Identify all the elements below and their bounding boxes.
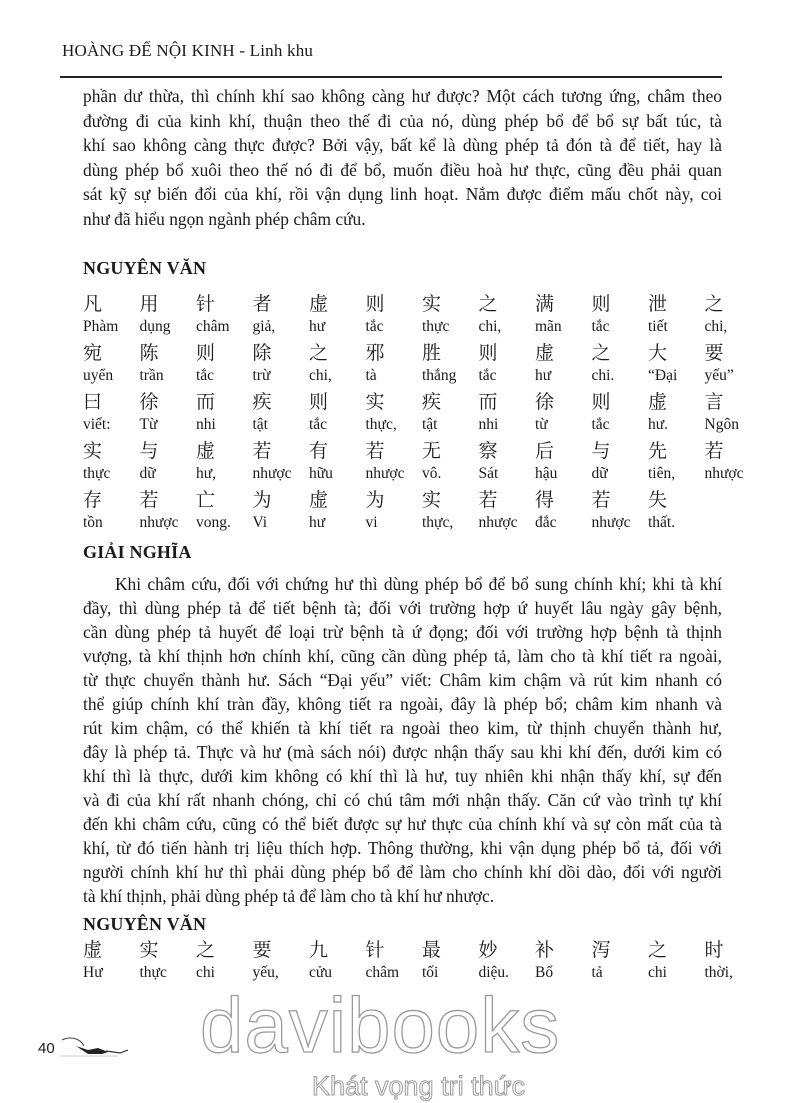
transliteration: giả, xyxy=(252,318,276,335)
chinese-character: 虚 xyxy=(535,342,555,364)
transliteration: thắng xyxy=(422,367,457,384)
chinese-character: 若 xyxy=(704,440,724,462)
text-line: vượng, tà khí thịnh hơn chính khí, cũng cần dùng phép tả, làm cho tà khí tiết ra ngoài, xyxy=(83,646,722,666)
transliteration: Bổ xyxy=(535,964,554,981)
verse-cell xyxy=(648,488,704,534)
chinese-character: 而 xyxy=(478,391,498,413)
chinese-character: 满 xyxy=(535,293,555,315)
explanation-paragraph xyxy=(83,572,722,908)
text-line: tà khí thịnh, phải dùng phép tả để làm cho tà khí hư nhược. xyxy=(83,886,495,906)
chinese-character: 虚 xyxy=(196,440,216,462)
text-line: đầy, thì dùng phép tả để tiết bệnh tà; đối với trường hợp ứ huyết lâu ngày gây bệnh, xyxy=(83,598,722,618)
transliteration: châm xyxy=(365,964,400,981)
transliteration: chi. xyxy=(591,367,615,384)
transliteration: nhược xyxy=(365,465,405,482)
transliteration: nhi xyxy=(478,416,499,433)
chinese-character: 察 xyxy=(478,440,498,462)
text-line: thể giúp chính khí tràn đầy, không tiết ra ngoài, đây là phép bổ; châm kim nhanh và xyxy=(83,694,722,714)
verse-cell xyxy=(196,488,252,534)
chinese-character: 疾 xyxy=(252,391,272,413)
verse-cell xyxy=(592,341,648,387)
chinese-character: 要 xyxy=(704,342,724,364)
text-line: khí thì là thực, dưới kim không có khí thì là hư, tuy nhiên khi nhận thấy khí, sự đến xyxy=(83,766,722,786)
chinese-character: 若 xyxy=(365,440,385,462)
transliteration: Hư xyxy=(83,964,103,981)
verse-row xyxy=(83,938,733,987)
transliteration: nhược xyxy=(139,514,179,531)
chinese-character: 言 xyxy=(704,391,724,413)
verse-cell xyxy=(535,390,591,436)
transliteration: hậu xyxy=(535,465,558,482)
verse-row xyxy=(83,341,733,390)
chinese-character: 虚 xyxy=(83,939,103,961)
transliteration: tắc xyxy=(478,367,497,384)
verse-row xyxy=(83,439,744,488)
chinese-character: 陈 xyxy=(139,342,159,364)
chinese-character: 者 xyxy=(252,293,272,315)
transliteration: hữu xyxy=(309,465,333,482)
verse-cell xyxy=(479,439,535,485)
section-heading-explanation: GIẢI NGHĨA xyxy=(83,542,192,562)
transliteration: tồn xyxy=(83,514,103,531)
chinese-character: 大 xyxy=(648,342,668,364)
verse-cell xyxy=(196,439,252,485)
verse-cell xyxy=(705,390,761,436)
text-line: phần dư thừa, thì chính khí sao không càng hư được? Một cách tương ứng, châm theo xyxy=(83,86,722,106)
chinese-character: 失 xyxy=(648,489,668,511)
verse-cell xyxy=(479,488,535,534)
chinese-character: 之 xyxy=(196,939,216,961)
transliteration: tắc xyxy=(309,416,328,433)
transliteration: uyển xyxy=(83,367,114,384)
transliteration: chi, xyxy=(309,367,332,384)
verse-cell xyxy=(140,390,196,436)
chinese-character: 则 xyxy=(478,342,498,364)
verse-row xyxy=(83,488,733,537)
verse-cell xyxy=(309,292,365,338)
transliteration: vô. xyxy=(422,465,442,482)
transliteration: châm xyxy=(196,318,230,335)
chinese-character: 则 xyxy=(196,342,216,364)
transliteration: tắc xyxy=(591,416,610,433)
text-line: khí, từ đó tiến hành trị liệu thích hợp. Thông thường, khi vận dụng phép bổ tả, đối với xyxy=(83,838,722,858)
verse-cell xyxy=(83,439,139,485)
chinese-character: 要 xyxy=(252,939,272,961)
transliteration: Sát xyxy=(478,465,499,482)
transliteration: Phàm xyxy=(83,318,119,335)
transliteration: “Đại xyxy=(648,367,678,384)
chinese-character: 徐 xyxy=(535,391,555,413)
chinese-character: 若 xyxy=(591,489,611,511)
chinese-character: 虚 xyxy=(309,489,329,511)
verse-cell xyxy=(422,390,478,436)
transliteration: diệu. xyxy=(478,964,510,981)
text-line: sát kỹ sự biến đổi của khí, rồi vận dụng linh hoạt. Nắm được điểm mấu chốt này, coi xyxy=(83,184,722,205)
chinese-character: 若 xyxy=(139,489,159,511)
transliteration: vong. xyxy=(196,514,231,531)
transliteration: chi xyxy=(196,964,215,981)
transliteration: hư, xyxy=(196,465,217,482)
verse-cell xyxy=(196,390,252,436)
transliteration: yếu” xyxy=(704,367,734,384)
transliteration: nhược xyxy=(704,465,744,482)
verse-cell xyxy=(366,938,422,984)
verse-cell xyxy=(253,341,309,387)
transliteration: nhược xyxy=(478,514,518,531)
transliteration: chi, xyxy=(478,318,502,335)
chinese-character: 若 xyxy=(478,489,498,511)
chinese-character: 无 xyxy=(422,440,442,462)
transliteration: từ xyxy=(535,416,548,433)
verse-cell xyxy=(196,341,252,387)
chinese-character: 实 xyxy=(83,440,103,462)
chinese-character: 妙 xyxy=(478,939,498,961)
verse-cell xyxy=(309,341,365,387)
verse-cell xyxy=(535,341,591,387)
chinese-character: 宛 xyxy=(83,342,103,364)
chinese-character: 之 xyxy=(648,939,668,961)
verse-cell xyxy=(83,938,139,984)
verse-cell xyxy=(140,488,196,534)
verse-cell xyxy=(705,439,761,485)
chinese-character: 存 xyxy=(83,489,103,511)
transliteration: tật xyxy=(252,416,268,433)
transliteration: thực, xyxy=(365,416,397,433)
transliteration: dữ xyxy=(139,465,156,482)
verse-cell xyxy=(309,439,365,485)
chinese-character: 亡 xyxy=(196,489,216,511)
verse-cell xyxy=(83,292,139,338)
verse-cell xyxy=(535,488,591,534)
verse-cell xyxy=(309,390,365,436)
chinese-character: 用 xyxy=(139,293,159,315)
verse-cell xyxy=(140,341,196,387)
transliteration: thời, xyxy=(704,964,733,981)
chinese-character: 先 xyxy=(648,440,668,462)
verse-cell xyxy=(366,439,422,485)
text-line: rút kim chậm, có thể khiến tà khí tiết ra ngoài theo kim, từ thịnh chuyển thành hư, xyxy=(83,718,722,738)
chinese-character: 则 xyxy=(591,293,611,315)
transliteration: nhi xyxy=(196,416,216,433)
watermark-slogan: Khát vọng tri thức xyxy=(312,1071,526,1101)
chinese-character: 九 xyxy=(309,939,329,961)
transliteration: nhược xyxy=(252,465,292,482)
verse-cell xyxy=(140,439,196,485)
transliteration: dụng xyxy=(139,318,171,335)
verse-cell xyxy=(422,341,478,387)
transliteration: tắc xyxy=(591,318,610,335)
chinese-character: 胜 xyxy=(422,342,442,364)
transliteration: yếu, xyxy=(252,964,279,981)
chinese-character: 邪 xyxy=(365,342,385,364)
chinese-character: 与 xyxy=(139,440,159,462)
transliteration: mãn xyxy=(535,318,562,335)
chinese-character: 与 xyxy=(591,440,611,462)
chinese-character: 为 xyxy=(252,489,272,511)
transliteration: thực xyxy=(139,964,167,981)
verse-cell xyxy=(592,938,648,984)
verse-cell xyxy=(83,488,139,534)
chinese-character: 之 xyxy=(704,293,724,315)
chinese-character: 曰 xyxy=(83,391,103,413)
verse-cell xyxy=(253,390,309,436)
chinese-character: 泄 xyxy=(648,293,668,315)
chinese-character: 得 xyxy=(535,489,555,511)
page-ornament-icon xyxy=(58,1036,138,1058)
chinese-character: 除 xyxy=(252,342,272,364)
transliteration: vi xyxy=(365,514,378,531)
chinese-character: 最 xyxy=(422,939,442,961)
verse-cell xyxy=(196,938,252,984)
verse-cell xyxy=(422,292,478,338)
verse-cell xyxy=(196,292,252,338)
verse-cell xyxy=(535,439,591,485)
original-text-grid-2 xyxy=(83,938,733,987)
verse-cell xyxy=(592,390,648,436)
verse-cell xyxy=(592,439,648,485)
verse-cell xyxy=(705,341,761,387)
text-line: từ thực chuyển thành hư. Sách “Đại yếu” viết: Châm kim chậm và rút kim nhanh có xyxy=(83,670,722,690)
verse-cell xyxy=(705,292,761,338)
original-text-grid xyxy=(83,292,744,537)
transliteration: Vi xyxy=(252,514,268,531)
chinese-character: 虚 xyxy=(309,293,329,315)
chinese-character: 虚 xyxy=(648,391,668,413)
transliteration: thực xyxy=(83,465,111,482)
text-line: Khi châm cứu, đối với chứng hư thì dùng phép bổ để bổ sung chính khí; khi tà khí xyxy=(115,574,722,594)
transliteration: tật xyxy=(422,416,438,433)
transliteration: tà xyxy=(365,367,377,384)
chinese-character: 补 xyxy=(535,939,555,961)
section-heading-original-text: NGUYÊN VĂN xyxy=(83,258,207,278)
text-line: đến khi châm cứu, cũng có thể biết được sự hư thực của chính khí và sự còn mất của tà xyxy=(83,814,722,834)
verse-row xyxy=(83,292,733,341)
transliteration: tiết xyxy=(648,318,668,335)
verse-cell xyxy=(479,341,535,387)
verse-cell xyxy=(253,488,309,534)
transliteration: tắc xyxy=(365,318,384,335)
page-number: 40 xyxy=(38,1040,55,1057)
verse-cell xyxy=(253,938,309,984)
verse-cell xyxy=(140,938,196,984)
transliteration: hư xyxy=(309,318,326,335)
chinese-character: 有 xyxy=(309,440,329,462)
chinese-character: 时 xyxy=(704,939,724,961)
running-header: HOÀNG ĐẾ NỘI KINH - Linh khu xyxy=(62,41,314,60)
verse-cell xyxy=(366,292,422,338)
verse-cell xyxy=(592,292,648,338)
verse-cell xyxy=(140,292,196,338)
verse-cell xyxy=(366,341,422,387)
transliteration: chi, xyxy=(704,318,728,335)
chinese-character: 之 xyxy=(478,293,498,315)
chinese-character: 泻 xyxy=(591,939,611,961)
transliteration: hư xyxy=(535,367,552,384)
transliteration: chi xyxy=(648,964,667,981)
chinese-character: 实 xyxy=(422,293,442,315)
verse-cell xyxy=(648,292,704,338)
verse-cell xyxy=(705,938,761,984)
chinese-character: 若 xyxy=(252,440,272,462)
text-line: như đã hiểu ngọn ngành phép châm cứu. xyxy=(83,208,366,229)
chinese-character: 针 xyxy=(365,939,385,961)
text-line: người chính khí hư thì phải dùng phép bổ để làm cho chính khí dồi dào, đối với người xyxy=(83,862,722,882)
verse-cell xyxy=(309,488,365,534)
verse-cell xyxy=(648,341,704,387)
transliteration: Ngôn xyxy=(704,416,739,433)
chinese-character: 则 xyxy=(591,391,611,413)
verse-cell xyxy=(366,390,422,436)
verse-cell xyxy=(648,439,704,485)
transliteration: trần xyxy=(139,367,164,384)
verse-cell xyxy=(422,938,478,984)
text-line: đây là phép tả. Thực và hư (mà sách nói) được nhận thấy sau khi khí đến, dưới kim có xyxy=(83,742,722,762)
text-line: đường đi của kinh khí, thuận theo thế đi của nó, dùng phép bổ để bổ sự bất túc, tà xyxy=(83,110,722,131)
verse-cell xyxy=(422,488,478,534)
verse-cell xyxy=(253,439,309,485)
transliteration: trừ xyxy=(252,367,271,384)
chinese-character: 之 xyxy=(591,342,611,364)
transliteration: dữ xyxy=(591,465,608,482)
transliteration: tả xyxy=(591,964,603,981)
chinese-character: 实 xyxy=(422,489,442,511)
chinese-character: 实 xyxy=(139,939,159,961)
transliteration: nhược xyxy=(591,514,631,531)
chinese-character: 实 xyxy=(365,391,385,413)
verse-cell xyxy=(479,938,535,984)
chinese-character: 而 xyxy=(196,391,216,413)
transliteration: tiên, xyxy=(648,465,676,482)
verse-cell xyxy=(366,488,422,534)
text-line: cần dùng phép tả huyết để loại trừ bệnh tà ứ đọng; đối với trường hợp bệnh tà thịnh xyxy=(83,622,722,642)
transliteration: cửu xyxy=(309,964,333,981)
watermark-brand: davibooks xyxy=(200,981,561,1069)
transliteration: thực, xyxy=(422,514,454,531)
transliteration: hư. xyxy=(648,416,669,433)
text-line: dùng phép bổ xuôi theo thế nó đi để bổ, muốn điều hoà hư thực, cũng đều phải quan xyxy=(83,159,722,180)
chinese-character: 徐 xyxy=(139,391,159,413)
verse-cell xyxy=(253,292,309,338)
header-divider xyxy=(60,76,722,78)
transliteration: Từ xyxy=(139,416,158,433)
verse-cell xyxy=(479,292,535,338)
transliteration: thực xyxy=(422,318,450,335)
transliteration: viết: xyxy=(83,416,111,433)
transliteration: thất. xyxy=(648,514,676,531)
chinese-character: 疾 xyxy=(422,391,442,413)
chinese-character: 凡 xyxy=(83,293,103,315)
verse-cell xyxy=(422,439,478,485)
verse-cell xyxy=(309,938,365,984)
section-heading-original-text-2: NGUYÊN VĂN xyxy=(83,914,207,934)
chinese-character: 针 xyxy=(196,293,216,315)
verse-cell xyxy=(648,390,704,436)
transliteration: tối xyxy=(422,964,439,981)
verse-row xyxy=(83,390,739,439)
text-line: khí sao không càng thực được? Bởi vậy, bất kể là dùng phép tả đón tà để tiết, hay là xyxy=(83,135,722,156)
chinese-character: 则 xyxy=(309,391,329,413)
chinese-character: 后 xyxy=(535,440,555,462)
chinese-character: 则 xyxy=(365,293,385,315)
verse-cell xyxy=(535,938,591,984)
text-line: và đi của khí rất nhanh chóng, chỉ có chú tâm mới nhận thấy. Căn cứ vào trình tự khí xyxy=(83,790,722,810)
chinese-character: 为 xyxy=(365,489,385,511)
verse-cell xyxy=(83,341,139,387)
verse-cell xyxy=(535,292,591,338)
verse-cell xyxy=(83,390,139,436)
transliteration: hư xyxy=(309,514,326,531)
intro-paragraph xyxy=(83,84,722,232)
verse-cell xyxy=(479,390,535,436)
chinese-character: 之 xyxy=(309,342,329,364)
transliteration: đắc xyxy=(535,514,557,531)
verse-cell xyxy=(592,488,648,534)
verse-cell xyxy=(648,938,704,984)
transliteration: tắc xyxy=(196,367,215,384)
